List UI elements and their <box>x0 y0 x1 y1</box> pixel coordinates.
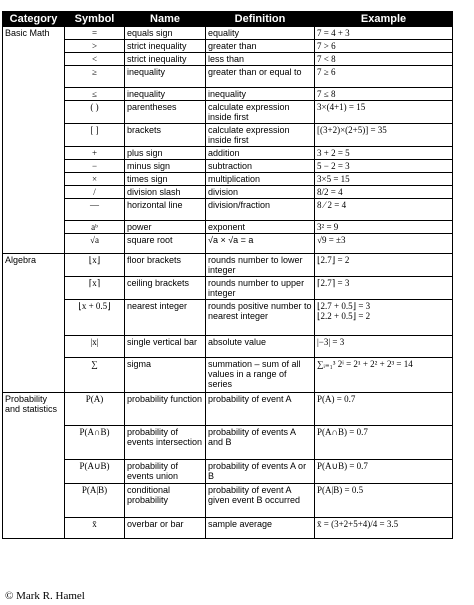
name-cell: probability of events union <box>125 460 206 484</box>
name-cell: overbar or bar <box>125 518 206 539</box>
example-text: ⌊2.7⌋ = 2 <box>317 255 350 265</box>
example-text: [(3+2)×(2+5)] = 35 <box>317 125 387 135</box>
example-cell <box>315 199 453 221</box>
name-cell: division slash <box>125 186 206 199</box>
example-text: 7 = 4 + 3 <box>317 28 350 38</box>
example-text: 7 < 8 <box>317 54 336 64</box>
example-cell <box>315 186 453 199</box>
name-cell: plus sign <box>125 147 206 160</box>
name-cell: nearest integer <box>125 300 206 336</box>
symbol-cell: √a <box>65 234 125 254</box>
name-cell: conditional probability <box>125 484 206 518</box>
example-text: P(A∩B) = 0.7 <box>317 427 368 437</box>
header-category: Category <box>3 12 65 27</box>
example-text: ⌊2.2 + 0.5⌋ = 2 <box>317 311 371 321</box>
table-row <box>3 101 453 124</box>
symbol-cell: = <box>65 27 125 40</box>
definition-cell: division <box>206 186 315 199</box>
name-cell: floor brackets <box>125 254 206 277</box>
table-row <box>3 186 453 199</box>
table-row <box>3 160 453 173</box>
example-text: 3² = 9 <box>317 222 339 232</box>
example-text: |−3| = 3 <box>317 337 345 347</box>
symbol-cell: ( ) <box>65 101 125 124</box>
symbol-cell: P(A|B) <box>65 484 125 518</box>
header-name: Name <box>125 12 206 27</box>
table-row <box>3 147 453 160</box>
definition-cell: rounds positive number to nearest integer <box>206 300 315 336</box>
category-cell: Probability and statistics <box>3 393 65 539</box>
definition-cell: calculate expression inside first <box>206 101 315 124</box>
example-text: P(A) = 0.7 <box>317 394 356 404</box>
example-cell <box>315 336 453 358</box>
definition-cell: equality <box>206 27 315 40</box>
symbol-cell: + <box>65 147 125 160</box>
example-cell <box>315 426 453 460</box>
example-text: ∑ᵢ₌₁³ 2ⁱ = 2¹ + 2² + 2³ = 14 <box>317 359 413 369</box>
name-cell: parentheses <box>125 101 206 124</box>
example-text: √9 = ±3 <box>317 235 346 245</box>
table-row <box>3 518 453 539</box>
symbol-cell: ∑ <box>65 358 125 393</box>
example-cell <box>315 518 453 539</box>
definition-cell: probability of events A and B <box>206 426 315 460</box>
example-text: 7 > 6 <box>317 41 336 51</box>
example-cell <box>315 101 453 124</box>
definition-cell: rounds number to upper integer <box>206 277 315 300</box>
example-text: 3×(4+1) = 15 <box>317 102 366 112</box>
example-text: 8 ⁄ 2 = 4 <box>317 200 347 210</box>
symbol-cell: x̄ <box>65 518 125 539</box>
definition-cell: summation – sum of all values in a range of series <box>206 358 315 393</box>
header-example: Example <box>315 12 453 27</box>
table-row <box>3 393 453 426</box>
definition-cell: less than <box>206 53 315 66</box>
definition-cell: probability of event A <box>206 393 315 426</box>
name-cell: probability of events intersection <box>125 426 206 460</box>
table-row <box>3 234 453 254</box>
math-symbols-table <box>2 11 453 539</box>
name-cell: single vertical bar <box>125 336 206 358</box>
table-row <box>3 199 453 221</box>
symbol-cell: P(A∩B) <box>65 426 125 460</box>
definition-cell: calculate expression inside first <box>206 124 315 147</box>
table-row <box>3 66 453 88</box>
example-text: ⌊2.7 + 0.5⌋ = 3 <box>317 301 371 311</box>
symbol-cell: − <box>65 160 125 173</box>
example-text: ⌈2.7⌉ = 3 <box>317 278 350 288</box>
name-cell: minus sign <box>125 160 206 173</box>
example-text: 7 ≤ 8 <box>317 89 336 99</box>
example-text: P(A|B) = 0.5 <box>317 485 364 495</box>
definition-cell: √a × √a = a <box>206 234 315 254</box>
name-cell: probability function <box>125 393 206 426</box>
definition-cell: greater than <box>206 40 315 53</box>
definition-cell: greater than or equal to <box>206 66 315 88</box>
symbol-cell: P(A) <box>65 393 125 426</box>
definition-cell: probability of event A given event B occurred <box>206 484 315 518</box>
name-cell: square root <box>125 234 206 254</box>
header-symbol: Symbol <box>65 12 125 27</box>
definition-cell: sample average <box>206 518 315 539</box>
definition-cell: exponent <box>206 221 315 234</box>
example-cell <box>315 300 453 336</box>
example-text: 8/2 = 4 <box>317 187 343 197</box>
symbol-cell: > <box>65 40 125 53</box>
definition-cell: subtraction <box>206 160 315 173</box>
copyright-notice: © Mark R. Hamel <box>5 590 85 602</box>
symbol-cell: aᵇ <box>65 221 125 234</box>
example-text: 3 + 2 = 5 <box>317 148 350 158</box>
header-definition: Definition <box>206 12 315 27</box>
definition-cell: probability of events A or B <box>206 460 315 484</box>
symbol-cell: ⌊x + 0.5⌋ <box>65 300 125 336</box>
symbol-cell: P(A∪B) <box>65 460 125 484</box>
example-cell <box>315 393 453 426</box>
example-cell <box>315 53 453 66</box>
table-row <box>3 53 453 66</box>
example-cell <box>315 254 453 277</box>
example-cell <box>315 234 453 254</box>
example-text: 3×5 = 15 <box>317 174 350 184</box>
name-cell: horizontal line <box>125 199 206 221</box>
table-row <box>3 40 453 53</box>
example-cell <box>315 484 453 518</box>
example-cell <box>315 173 453 186</box>
example-cell <box>315 66 453 88</box>
example-text: 7 ≥ 6 <box>317 67 336 77</box>
definition-cell: absolute value <box>206 336 315 358</box>
example-cell <box>315 88 453 101</box>
definition-cell: addition <box>206 147 315 160</box>
symbol-cell: ≥ <box>65 66 125 88</box>
example-cell <box>315 460 453 484</box>
name-cell: sigma <box>125 358 206 393</box>
name-cell: equals sign <box>125 27 206 40</box>
table-row <box>3 254 453 277</box>
symbol-cell: [ ] <box>65 124 125 147</box>
table-row <box>3 27 453 40</box>
table-row <box>3 460 453 484</box>
definition-cell: division/fraction <box>206 199 315 221</box>
category-cell: Algebra <box>3 254 65 393</box>
example-cell <box>315 277 453 300</box>
name-cell: brackets <box>125 124 206 147</box>
category-cell: Basic Math <box>3 27 65 254</box>
example-cell <box>315 147 453 160</box>
definition-cell: rounds number to lower integer <box>206 254 315 277</box>
example-text: x̄ = (3+2+5+4)/4 = 3.5 <box>317 519 399 529</box>
symbol-cell: / <box>65 186 125 199</box>
table-row <box>3 358 453 393</box>
definition-cell: multiplication <box>206 173 315 186</box>
table-row <box>3 277 453 300</box>
table-row <box>3 173 453 186</box>
symbol-cell: ≤ <box>65 88 125 101</box>
example-cell <box>315 27 453 40</box>
symbol-cell: < <box>65 53 125 66</box>
symbol-cell: |x| <box>65 336 125 358</box>
table-row <box>3 484 453 518</box>
example-cell <box>315 358 453 393</box>
symbol-cell: × <box>65 173 125 186</box>
table-header-row <box>3 12 453 27</box>
name-cell: strict inequality <box>125 53 206 66</box>
symbol-cell: ― <box>65 199 125 221</box>
example-cell <box>315 40 453 53</box>
name-cell: times sign <box>125 173 206 186</box>
example-cell <box>315 160 453 173</box>
table-row <box>3 300 453 336</box>
name-cell: strict inequality <box>125 40 206 53</box>
name-cell: power <box>125 221 206 234</box>
example-cell <box>315 221 453 234</box>
example-text: 5 − 2 = 3 <box>317 161 350 171</box>
table-row <box>3 124 453 147</box>
symbol-cell: ⌈x⌉ <box>65 277 125 300</box>
example-text: P(A∪B) = 0.7 <box>317 461 368 471</box>
definition-cell: inequality <box>206 88 315 101</box>
table-row <box>3 221 453 234</box>
table-row <box>3 336 453 358</box>
name-cell: inequality <box>125 88 206 101</box>
example-cell <box>315 124 453 147</box>
name-cell: ceiling brackets <box>125 277 206 300</box>
table-row <box>3 88 453 101</box>
name-cell: inequality <box>125 66 206 88</box>
table-row <box>3 426 453 460</box>
symbol-cell: ⌊x⌋ <box>65 254 125 277</box>
